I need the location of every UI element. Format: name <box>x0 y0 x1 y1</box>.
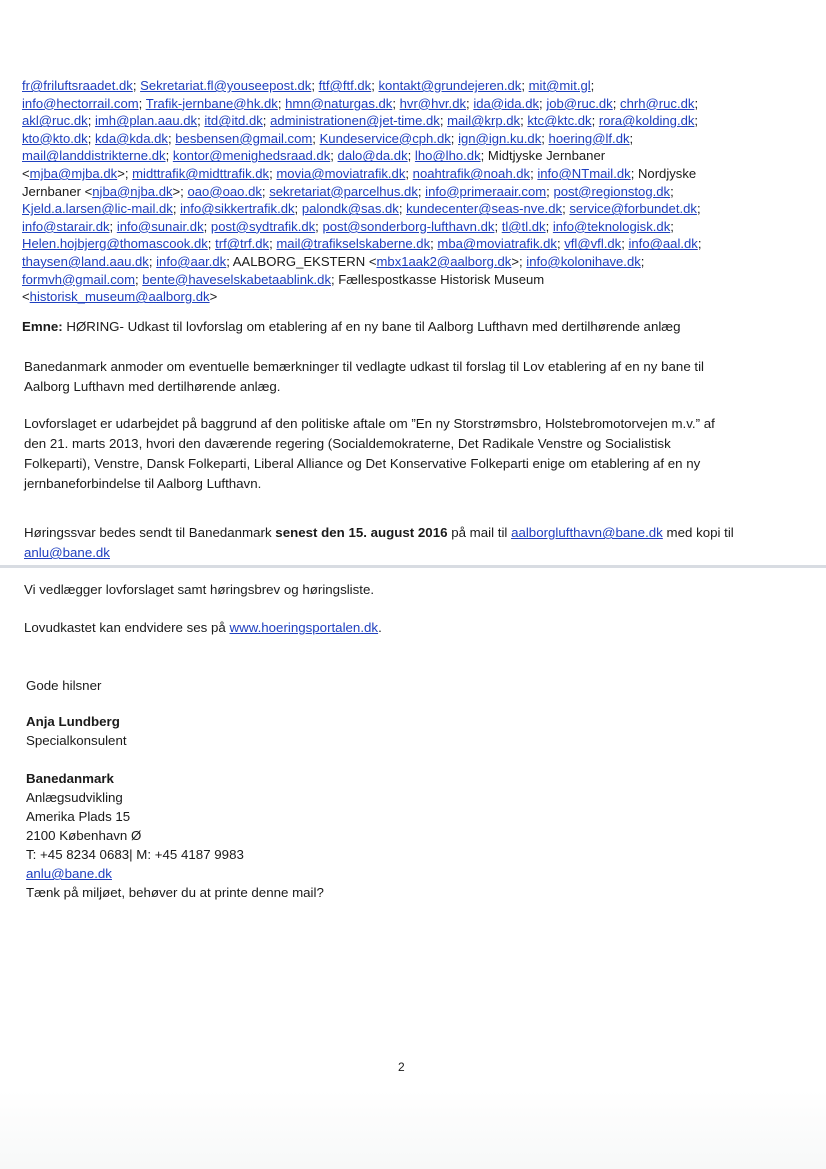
copy-email-link[interactable]: anlu@bane.dk <box>24 545 110 560</box>
recipient-separator: ; <box>392 95 400 111</box>
recipient-email-link[interactable]: historisk_museum@aalborg.dk <box>29 289 210 305</box>
paragraph-line <box>24 543 784 563</box>
recipient-separator: ; <box>371 78 379 93</box>
recipient-email-link[interactable]: tl@tl.dk <box>501 218 546 234</box>
recipient-separator: ; <box>545 218 553 234</box>
recipient-email-link[interactable]: dalo@da.dk <box>337 148 408 164</box>
portal-paragraph <box>24 618 784 638</box>
request-paragraph <box>24 357 784 397</box>
recipient-email-link[interactable]: info@starair.dk <box>22 218 110 234</box>
recipient-email-link[interactable]: post@sonderborg-lufthavn.dk <box>322 218 495 234</box>
recipient-separator: ; <box>629 130 634 146</box>
company-department: Anlægsudvikling <box>26 790 123 805</box>
recipient-separator: ; <box>167 130 176 146</box>
deadline-date: senest den 15. august 2016 <box>275 525 448 540</box>
recipient-email-link[interactable]: rora@kolding.dk <box>598 113 695 129</box>
recipient-separator: ; <box>269 236 277 252</box>
recipient-email-link[interactable]: oao@oao.dk <box>187 183 262 199</box>
recipient-email-link[interactable]: Trafik-jernbane@hk.dk <box>145 95 278 111</box>
signer-title: Specialkonsulent <box>26 733 127 748</box>
recipient-separator: ; <box>330 148 338 164</box>
page-number: 2 <box>398 1060 405 1074</box>
recipient-separator: ; <box>197 113 205 129</box>
recipient-separator: ; <box>694 95 699 111</box>
portal-text: Lovudkastet kan endvidere ses på <box>24 620 230 635</box>
company-name: Banedanmark <box>26 771 114 786</box>
deadline-text-end: med kopi til <box>662 525 734 540</box>
deadline-text: Høringssvar bedes sendt til Banedanmark <box>24 525 276 540</box>
recipient-separator: ; <box>539 95 547 111</box>
company-block <box>26 769 324 902</box>
recipient-email-link[interactable]: mail@krp.dk <box>447 113 521 129</box>
recipient-separator: > <box>209 289 218 305</box>
recipient-email-link[interactable]: mail@landdistrikterne.dk <box>22 148 166 164</box>
recipient-line <box>22 147 792 165</box>
recipient-separator: ; <box>591 113 599 129</box>
recipient-email-link[interactable]: besbensen@gmail.com <box>175 130 313 146</box>
paragraph-line: Lovforslaget er udarbejdet på baggrund af den politiske aftale om ”En ny Storstrømsbro, Holstebromotorvejen m.v.” af <box>24 416 715 431</box>
recipient-email-link[interactable]: movia@moviatrafik.dk <box>276 165 406 181</box>
recipient-separator: ; Nordjyske <box>630 165 697 181</box>
recipient-separator: >; <box>511 253 527 269</box>
recipient-separator: ; Fællespostkasse Historisk Museum <box>331 271 545 287</box>
recipient-separator: ; Midtjyske Jernbaner <box>480 148 606 164</box>
recipient-email-link[interactable]: service@forbundet.dk <box>569 201 697 217</box>
recipient-separator: ; <box>621 236 629 252</box>
background-paragraph <box>24 414 784 494</box>
recipient-separator: ; <box>203 218 211 234</box>
recipient-line <box>22 200 792 218</box>
recipient-email-link[interactable]: mjba@mjba.dk <box>29 165 118 181</box>
recipient-separator: ; <box>562 201 570 217</box>
recipient-email-link[interactable]: info@kolonihave.dk <box>526 253 641 269</box>
recipient-list <box>22 77 792 306</box>
recipient-separator: ; <box>87 130 95 146</box>
recipient-email-link[interactable]: mbx1aak2@aalborg.dk <box>376 253 512 269</box>
recipient-email-link[interactable]: thaysen@land.aau.dk <box>22 253 149 269</box>
paragraph-line: Banedanmark anmoder om eventuelle bemærkninger til vedlagte udkast til forslag til Lov etablering af en ny bane til <box>24 359 705 374</box>
paragraph-line: Folkeparti), Venstre, Dansk Folkeparti, Liberal Alliance og Det Konservative Folkeparti enige om etablering af en ny <box>24 456 701 471</box>
recipient-separator: ; <box>138 95 146 111</box>
recipient-email-link[interactable]: kto@kto.dk <box>22 130 88 146</box>
recipient-email-link[interactable]: kundecenter@seas-nve.dk <box>406 201 563 217</box>
recipient-separator: ; <box>132 78 141 93</box>
environment-note: Tænk på miljøet, behøver du at printe denne mail? <box>26 885 324 900</box>
recipient-email-link[interactable]: kontor@menighedsraad.dk <box>172 148 331 164</box>
recipient-separator: Jernbaner < <box>22 183 93 199</box>
company-city: 2100 København Ø <box>26 828 142 843</box>
recipient-email-link[interactable]: palondk@sas.dk <box>301 201 399 217</box>
recipient-separator: >; <box>117 165 133 181</box>
subject-line <box>22 318 802 336</box>
recipient-separator: ; <box>134 271 143 287</box>
recipient-separator: ; <box>590 78 595 93</box>
recipient-email-link[interactable]: lho@lho.dk <box>414 148 481 164</box>
company-street: Amerika Plads 15 <box>26 809 131 824</box>
greeting: Gode hilsner <box>26 678 102 693</box>
recipient-email-link[interactable]: hmn@naturgas.dk <box>285 95 393 111</box>
page-bottom-shade <box>0 1090 826 1169</box>
paragraph-line: Aalborg Lufthavn med dertilhørende anlæg. <box>24 379 281 394</box>
recipient-email-link[interactable]: hvr@hvr.dk <box>399 95 467 111</box>
deadline-text-mid: på mail til <box>447 525 512 540</box>
recipient-separator: ; <box>640 253 645 269</box>
recipient-line <box>22 95 792 113</box>
signer-name: Anja Lundberg <box>26 714 120 729</box>
recipient-email-link[interactable]: ktc@ktc.dk <box>527 113 592 129</box>
recipient-email-link[interactable]: bente@haveselskabetaablink.dk <box>142 271 331 287</box>
recipient-line <box>22 218 792 236</box>
recipient-line <box>22 130 792 148</box>
recipient-separator: ; <box>315 218 323 234</box>
recipient-separator: ; <box>261 183 270 199</box>
recipient-separator: ; <box>277 95 286 111</box>
recipient-email-link[interactable]: ftf@ftf.dk <box>318 78 372 93</box>
recipient-email-link[interactable]: Helen.hojbjerg@thomascook.dk <box>22 236 208 252</box>
company-phones: T: +45 8234 0683| M: +45 4187 9983 <box>26 847 244 862</box>
portal-text-end: . <box>378 620 382 635</box>
divider <box>0 565 826 568</box>
recipient-separator: ; <box>207 236 216 252</box>
recipient-separator: ; <box>294 201 302 217</box>
recipient-separator: >; <box>172 183 188 199</box>
recipient-email-link[interactable]: kontakt@grundejeren.dk <box>378 78 522 93</box>
recipient-separator: ; <box>439 113 448 129</box>
recipient-separator: ; <box>670 218 674 234</box>
recipient-separator: ; <box>262 113 271 129</box>
paragraph-line: Vi vedlægger lovforslaget samt høringsbrev og høringsliste. <box>24 582 375 597</box>
recipient-separator: ; <box>430 236 438 252</box>
recipient-separator: ; <box>417 183 426 199</box>
recipient-separator: < <box>22 289 30 305</box>
recipient-email-link[interactable]: hoering@lf.dk <box>548 130 630 146</box>
recipient-email-link[interactable]: info@aar.dk <box>156 253 227 269</box>
recipient-separator: ; <box>521 78 529 93</box>
recipient-email-link[interactable]: sekretariat@parcelhus.dk <box>269 183 418 199</box>
paragraph-line <box>24 523 784 543</box>
recipient-line <box>22 77 792 95</box>
recipient-line <box>22 165 792 183</box>
recipient-email-link[interactable]: job@ruc.dk <box>546 95 613 111</box>
recipient-line <box>22 235 792 253</box>
recipient-email-link[interactable]: njba@njba.dk <box>92 183 173 199</box>
recipient-separator: ; <box>494 218 502 234</box>
recipient-separator: ; <box>541 130 549 146</box>
recipient-email-link[interactable]: info@sikkertrafik.dk <box>180 201 295 217</box>
recipient-email-link[interactable]: info@aal.dk <box>628 236 698 252</box>
recipient-separator: ; <box>450 130 459 146</box>
recipient-separator: ; <box>148 253 157 269</box>
recipient-separator: ; <box>612 95 621 111</box>
recipient-separator: ; <box>694 113 699 129</box>
recipient-email-link[interactable]: vfl@vfl.dk <box>564 236 622 252</box>
recipient-separator: ; <box>87 113 95 129</box>
recipient-separator: ; <box>269 165 277 181</box>
recipient-separator: ; <box>312 130 320 146</box>
recipient-email-link[interactable]: info@teknologisk.dk <box>552 218 671 234</box>
recipient-separator: ; <box>398 201 407 217</box>
recipient-email-link[interactable]: formvh@gmail.com <box>22 271 135 287</box>
recipient-separator: ; <box>109 218 117 234</box>
recipient-email-link[interactable]: chrh@ruc.dk <box>620 95 695 111</box>
response-email-link[interactable]: aalborglufthavn@bane.dk <box>511 525 663 540</box>
recipient-email-link[interactable]: Kjeld.a.larsen@lic-mail.dk <box>22 201 173 217</box>
recipient-email-link[interactable]: post@sydtrafik.dk <box>210 218 316 234</box>
recipient-separator: ; <box>165 148 173 164</box>
recipient-separator: ; <box>696 201 701 217</box>
recipient-email-link[interactable]: akl@ruc.dk <box>22 113 88 129</box>
recipient-email-link[interactable]: fr@friluftsraadet.dk <box>22 78 133 93</box>
recipient-email-link[interactable]: noahtrafik@noah.dk <box>412 165 531 181</box>
recipient-line <box>22 271 792 289</box>
recipient-line <box>22 112 792 130</box>
company-email-line <box>26 864 324 883</box>
recipient-email-link[interactable]: imh@plan.aau.dk <box>94 113 198 129</box>
deadline-paragraph <box>24 523 784 563</box>
recipient-email-link[interactable]: ida@ida.dk <box>473 95 540 111</box>
recipient-email-link[interactable]: kda@kda.dk <box>94 130 168 146</box>
recipient-separator: ; <box>556 236 565 252</box>
recipient-separator: ; <box>172 201 181 217</box>
recipient-email-link[interactable]: mail@trafikselskaberne.dk <box>276 236 431 252</box>
recipient-email-link[interactable]: trf@trf.dk <box>215 236 270 252</box>
paragraph-line <box>24 618 784 638</box>
recipient-email-link[interactable]: info@NTmail.dk <box>537 165 631 181</box>
recipient-separator: ; <box>407 148 415 164</box>
recipient-line <box>22 253 792 271</box>
recipient-separator: ; <box>405 165 413 181</box>
subject-text: HØRING- Udkast til lovforslag om etablering af en ny bane til Aalborg Lufthavn med dertilhørende anlæg <box>62 319 681 334</box>
subject-label: Emne: <box>22 319 63 334</box>
recipient-separator: < <box>22 165 30 181</box>
recipient-separator: ; <box>530 165 538 181</box>
recipient-email-link[interactable]: mba@moviatrafik.dk <box>437 236 557 252</box>
recipient-separator: ; AALBORG_EKSTERN < <box>226 253 377 269</box>
recipient-email-link[interactable]: administrationen@jet-time.dk <box>270 113 440 129</box>
recipient-email-link[interactable]: Sekretariat.fl@youseepost.dk <box>140 78 312 93</box>
recipient-line <box>22 288 792 306</box>
recipient-email-link[interactable]: info@hectorrail.com <box>22 95 139 111</box>
recipient-email-link[interactable]: ign@ign.ku.dk <box>458 130 542 146</box>
recipient-separator: ; <box>466 95 474 111</box>
recipient-line <box>22 183 792 201</box>
recipient-separator: ; <box>546 183 554 199</box>
paragraph-line: den 21. marts 2013, hvori den daværende regering (Socialdemokraterne, Det Radikale Venstre og Socialistisk <box>24 436 671 451</box>
paragraph-line: jernbaneforbindelse til Aalborg Lufthavn. <box>24 476 262 491</box>
recipient-email-link[interactable]: post@regionstog.dk <box>553 183 671 199</box>
recipient-separator: ; <box>520 113 528 129</box>
recipient-email-link[interactable]: info@primeraair.com <box>425 183 547 199</box>
attachments-paragraph <box>24 580 784 600</box>
recipient-email-link[interactable]: mit@mit.gl <box>528 78 591 93</box>
recipient-email-link[interactable]: Kundeservice@cph.dk <box>319 130 451 146</box>
recipient-email-link[interactable]: midttrafik@midttrafik.dk <box>132 165 270 181</box>
portal-link[interactable]: www.hoeringsportalen.dk <box>229 620 379 635</box>
company-email-link[interactable]: anlu@bane.dk <box>26 866 112 881</box>
recipient-email-link[interactable]: info@sunair.dk <box>116 218 204 234</box>
recipient-separator: ; <box>670 183 674 199</box>
signature-block <box>26 712 127 750</box>
recipient-separator: ; <box>311 78 319 93</box>
recipient-separator: ; <box>697 236 702 252</box>
recipient-email-link[interactable]: itd@itd.dk <box>204 113 263 129</box>
